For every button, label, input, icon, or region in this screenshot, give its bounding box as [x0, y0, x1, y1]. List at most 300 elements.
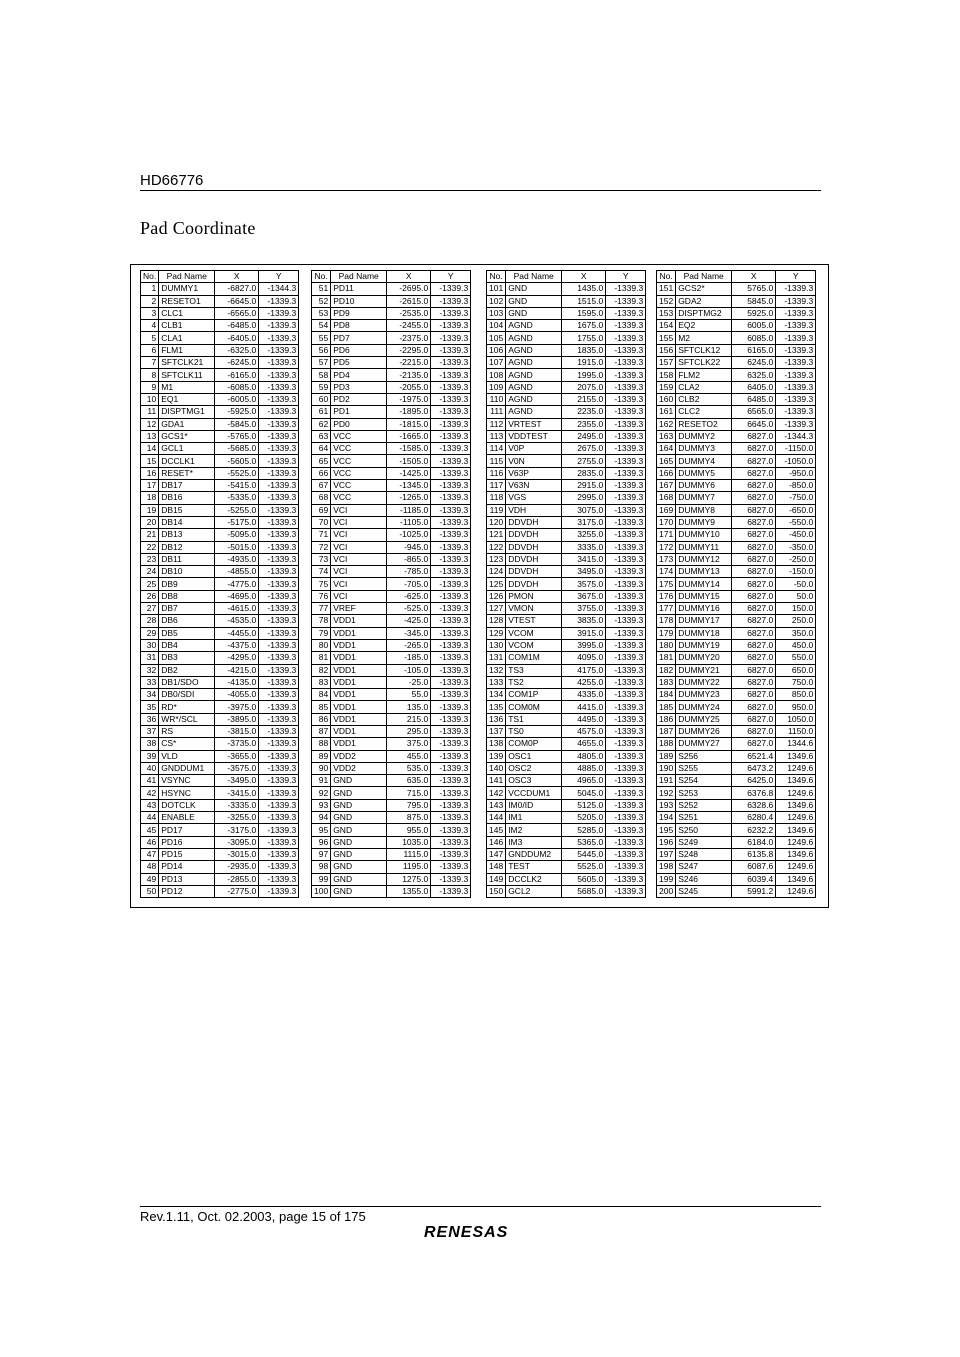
table-cell: PD12 [159, 885, 215, 897]
table-cell: -1339.3 [259, 689, 299, 701]
table-row [141, 369, 299, 381]
section-title: Pad Coordinate [140, 218, 256, 238]
table-cell: 30 [141, 639, 159, 651]
table-cell: 2835.0 [562, 467, 606, 479]
table-cell: -1339.3 [259, 406, 299, 418]
table-row [141, 799, 299, 811]
table-cell: 200 [657, 885, 676, 897]
table-cell: 37 [141, 725, 159, 737]
table-cell: 135.0 [387, 701, 431, 713]
table-cell: 127 [487, 603, 506, 615]
table-cell: VDD1 [331, 652, 387, 664]
table-cell: 10 [141, 393, 159, 405]
table-row [141, 529, 299, 541]
table-row [141, 406, 299, 418]
table-cell: 86 [312, 713, 331, 725]
table-row [141, 492, 299, 504]
table-cell: -1339.3 [431, 639, 471, 651]
table-cell: -1339.3 [259, 639, 299, 651]
table-cell: 88 [312, 738, 331, 750]
table-row [487, 480, 646, 492]
table-cell: 21 [141, 529, 159, 541]
table-cell: 875.0 [387, 812, 431, 824]
table-row [312, 615, 471, 627]
column-header: Pad Name [331, 271, 387, 283]
table-cell: 2155.0 [562, 393, 606, 405]
table-cell: -1339.3 [606, 357, 646, 369]
table-cell: DB6 [159, 615, 215, 627]
table-cell: -1339.3 [776, 381, 816, 393]
table-cell: -1339.3 [431, 861, 471, 873]
table-cell: 6827.0 [732, 480, 776, 492]
table-cell: -1339.3 [431, 393, 471, 405]
table-cell: -6405.0 [215, 332, 259, 344]
table-cell: 121 [487, 529, 506, 541]
table-row [312, 480, 471, 492]
table-cell: -2935.0 [215, 861, 259, 873]
table-cell: 102 [487, 295, 506, 307]
table-row [141, 639, 299, 651]
table-cell: 173 [657, 553, 676, 565]
table-cell: PD6 [331, 344, 387, 356]
table-cell: S251 [676, 812, 732, 824]
footer-rule [140, 1206, 821, 1207]
table-cell: DDVDH [506, 566, 562, 578]
table-cell: VSYNC [159, 775, 215, 787]
table-cell: V0P [506, 443, 562, 455]
table-cell: 141 [487, 775, 506, 787]
table-cell: CLC1 [159, 307, 215, 319]
table-cell: 6521.4 [732, 750, 776, 762]
table-cell: CLA1 [159, 332, 215, 344]
table-cell: 33 [141, 676, 159, 688]
table-cell: 67 [312, 480, 331, 492]
table-cell: 6827.0 [732, 578, 776, 590]
table-cell: 126 [487, 590, 506, 602]
table-cell: -1339.3 [259, 381, 299, 393]
table-cell: DUMMY14 [676, 578, 732, 590]
table-cell: 3915.0 [562, 627, 606, 639]
table-cell: 3575.0 [562, 578, 606, 590]
table-row [487, 639, 646, 651]
table-cell: 161 [657, 406, 676, 418]
table-cell: -3735.0 [215, 738, 259, 750]
table-cell: S248 [676, 848, 732, 860]
table-cell: 1435.0 [562, 283, 606, 295]
table-cell: -1339.3 [431, 652, 471, 664]
table-cell: -1339.3 [606, 541, 646, 553]
table-cell: -1339.3 [431, 787, 471, 799]
table-cell: 54 [312, 320, 331, 332]
table-row [141, 467, 299, 479]
table-cell: 455.0 [387, 750, 431, 762]
table-cell: -4455.0 [215, 627, 259, 639]
table-row [487, 504, 646, 516]
table-cell: 750.0 [776, 676, 816, 688]
table-cell: 55 [312, 332, 331, 344]
table-cell: -1339.3 [259, 320, 299, 332]
table-cell: 133 [487, 676, 506, 688]
table-cell: GND [331, 861, 387, 873]
table-row [657, 664, 816, 676]
table-cell: 168 [657, 492, 676, 504]
table-row [487, 787, 646, 799]
table-cell: GND [506, 283, 562, 295]
table-cell: 142 [487, 787, 506, 799]
table-cell: V63P [506, 467, 562, 479]
table-cell: -865.0 [387, 553, 431, 565]
table-cell: PMON [506, 590, 562, 602]
table-row [657, 369, 816, 381]
table-cell: 20 [141, 516, 159, 528]
table-cell: 78 [312, 615, 331, 627]
table-row [487, 799, 646, 811]
table-cell: PD11 [331, 283, 387, 295]
table-cell: 535.0 [387, 762, 431, 774]
column-header: Y [776, 271, 816, 283]
table-cell: 117 [487, 480, 506, 492]
table-cell: PD5 [331, 357, 387, 369]
table-cell: VDH [506, 504, 562, 516]
table-cell: GND [331, 848, 387, 860]
table-cell: S255 [676, 762, 732, 774]
table-cell: DB9 [159, 578, 215, 590]
pad-table-block [656, 270, 816, 899]
table-cell: 2 [141, 295, 159, 307]
table-cell: -1339.3 [606, 566, 646, 578]
table-cell: 199 [657, 873, 676, 885]
table-cell: -1339.3 [259, 664, 299, 676]
table-cell: 5 [141, 332, 159, 344]
table-cell: -4055.0 [215, 689, 259, 701]
table-cell: -1339.3 [431, 541, 471, 553]
table-cell: -1339.3 [431, 762, 471, 774]
table-row [312, 369, 471, 381]
table-header-row [487, 271, 646, 283]
table-row [141, 393, 299, 405]
table-row [141, 418, 299, 430]
table-cell: 149 [487, 873, 506, 885]
table-cell: DB12 [159, 541, 215, 553]
table-cell: -1339.3 [606, 725, 646, 737]
table-cell: 79 [312, 627, 331, 639]
table-cell: 101 [487, 283, 506, 295]
table-cell: 12 [141, 418, 159, 430]
table-row [657, 775, 816, 787]
table-row [141, 603, 299, 615]
table-cell: 155 [657, 332, 676, 344]
table-cell: 158 [657, 369, 676, 381]
table-cell: -1339.3 [606, 295, 646, 307]
table-cell: VGS [506, 492, 562, 504]
table-cell: 73 [312, 553, 331, 565]
table-cell: -4695.0 [215, 590, 259, 602]
table-row [657, 504, 816, 516]
table-cell: 52 [312, 295, 331, 307]
table-cell: -1339.3 [259, 529, 299, 541]
table-row [657, 836, 816, 848]
table-cell: 106 [487, 344, 506, 356]
table-cell: COM0M [506, 701, 562, 713]
table-cell: -950.0 [776, 467, 816, 479]
table-row [312, 516, 471, 528]
table-row [487, 295, 646, 307]
table-cell: TEST [506, 861, 562, 873]
table-cell: -185.0 [387, 652, 431, 664]
table-cell: 3 [141, 307, 159, 319]
table-cell: AGND [506, 344, 562, 356]
table-cell: 3995.0 [562, 639, 606, 651]
table-cell: 193 [657, 799, 676, 811]
table-cell: -1339.3 [606, 787, 646, 799]
table-cell: 6005.0 [732, 320, 776, 332]
table-cell: -1339.3 [606, 812, 646, 824]
table-cell: -1150.0 [776, 443, 816, 455]
table-row [312, 725, 471, 737]
table-row [312, 873, 471, 885]
table-row [487, 590, 646, 602]
table-row [141, 332, 299, 344]
table-cell: 1035.0 [387, 836, 431, 848]
table-cell: 70 [312, 516, 331, 528]
table-row [141, 516, 299, 528]
table-cell: DUMMY2 [676, 430, 732, 442]
table-cell: 35 [141, 701, 159, 713]
table-row [312, 553, 471, 565]
table-cell: RESETO1 [159, 295, 215, 307]
table-cell: 2675.0 [562, 443, 606, 455]
table-cell: -1339.3 [431, 516, 471, 528]
table-cell: 96 [312, 836, 331, 848]
table-cell: DDVDH [506, 553, 562, 565]
table-row [141, 566, 299, 578]
table-cell: -1339.3 [259, 676, 299, 688]
table-cell: -3815.0 [215, 725, 259, 737]
table-cell: VDD2 [331, 750, 387, 762]
table-cell: -1339.3 [431, 443, 471, 455]
table-row [657, 787, 816, 799]
table-cell: -1425.0 [387, 467, 431, 479]
table-row [657, 357, 816, 369]
table-cell: -1339.3 [259, 873, 299, 885]
table-cell: 955.0 [387, 824, 431, 836]
table-cell: -1344.3 [776, 430, 816, 442]
table-cell: 4415.0 [562, 701, 606, 713]
table-cell: -1339.3 [259, 344, 299, 356]
table-cell: EQ1 [159, 393, 215, 405]
table-cell: -1339.3 [606, 504, 646, 516]
table-cell: 6565.0 [732, 406, 776, 418]
table-cell: 6827.0 [732, 627, 776, 639]
table-cell: -945.0 [387, 541, 431, 553]
table-cell: -2775.0 [215, 885, 259, 897]
table-cell: S245 [676, 885, 732, 897]
table-cell: GCS2* [676, 283, 732, 295]
table-cell: 190 [657, 762, 676, 774]
table-row [141, 480, 299, 492]
table-cell: 129 [487, 627, 506, 639]
table-cell: -1339.3 [431, 492, 471, 504]
table-row [141, 676, 299, 688]
table-row [657, 639, 816, 651]
table-cell: -1339.3 [431, 885, 471, 897]
table-row [657, 480, 816, 492]
table-cell: M2 [676, 332, 732, 344]
table-cell: -1339.3 [606, 590, 646, 602]
table-cell: CS* [159, 738, 215, 750]
table-row [487, 627, 646, 639]
table-row [657, 307, 816, 319]
table-cell: -425.0 [387, 615, 431, 627]
table-cell: 11 [141, 406, 159, 418]
table-cell: CLB2 [676, 393, 732, 405]
table-row [312, 566, 471, 578]
table-cell: 6425.0 [732, 775, 776, 787]
table-cell: 109 [487, 381, 506, 393]
table-cell: -1344.3 [259, 283, 299, 295]
table-cell: 85 [312, 701, 331, 713]
table-cell: 132 [487, 664, 506, 676]
table-cell: GNDDUM2 [506, 848, 562, 860]
table-cell: 92 [312, 787, 331, 799]
table-cell: 4095.0 [562, 652, 606, 664]
table-row [487, 418, 646, 430]
table-row [657, 320, 816, 332]
table-cell: 1249.6 [776, 861, 816, 873]
table-cell: -6485.0 [215, 320, 259, 332]
table-row [141, 762, 299, 774]
table-row [312, 455, 471, 467]
table-cell: -1339.3 [606, 676, 646, 688]
table-row [657, 492, 816, 504]
table-cell: PD14 [159, 861, 215, 873]
table-cell: VCI [331, 529, 387, 541]
table-cell: GCS1* [159, 430, 215, 442]
table-row [312, 467, 471, 479]
table-cell: DUMMY24 [676, 701, 732, 713]
table-cell: 3495.0 [562, 566, 606, 578]
table-cell: -1339.3 [259, 615, 299, 627]
table-cell: -1339.3 [431, 615, 471, 627]
table-cell: GND [331, 787, 387, 799]
table-cell: 1349.6 [776, 824, 816, 836]
table-cell: 215.0 [387, 713, 431, 725]
table-cell: ENABLE [159, 812, 215, 824]
pad-table-block [311, 270, 471, 899]
table-cell: 3415.0 [562, 553, 606, 565]
table-cell: VCOM [506, 627, 562, 639]
table-cell: -1339.3 [606, 848, 646, 860]
table-row [312, 590, 471, 602]
table-cell: 6827.0 [732, 541, 776, 553]
table-cell: -1339.3 [259, 541, 299, 553]
table-cell: 3075.0 [562, 504, 606, 516]
table-cell: 22 [141, 541, 159, 553]
table-row [657, 541, 816, 553]
table-cell: 99 [312, 873, 331, 885]
table-cell: GCL2 [506, 885, 562, 897]
table-cell: WR*/SCL [159, 713, 215, 725]
table-cell: -5765.0 [215, 430, 259, 442]
table-cell: 795.0 [387, 799, 431, 811]
table-cell: 146 [487, 836, 506, 848]
table-row [141, 553, 299, 565]
table-cell: 23 [141, 553, 159, 565]
table-cell: -1895.0 [387, 406, 431, 418]
table-cell: -1339.3 [776, 406, 816, 418]
table-row [487, 443, 646, 455]
table-cell: GND [331, 873, 387, 885]
table-cell: 6376.8 [732, 787, 776, 799]
table-row [141, 652, 299, 664]
table-cell: -6827.0 [215, 283, 259, 295]
table-cell: 135 [487, 701, 506, 713]
table-cell: 6827.0 [732, 713, 776, 725]
table-cell: -1339.3 [259, 357, 299, 369]
table-cell: 89 [312, 750, 331, 762]
table-cell: 6232.2 [732, 824, 776, 836]
table-cell: 152 [657, 295, 676, 307]
table-cell: AGND [506, 320, 562, 332]
table-cell: -1339.3 [776, 369, 816, 381]
table-cell: -1339.3 [606, 406, 646, 418]
table-cell: -1339.3 [606, 307, 646, 319]
table-row [657, 701, 816, 713]
table-cell: S250 [676, 824, 732, 836]
table-row [487, 455, 646, 467]
table-cell: 4175.0 [562, 664, 606, 676]
table-cell: 150 [487, 885, 506, 897]
table-cell: 74 [312, 566, 331, 578]
table-row [141, 885, 299, 897]
table-row [487, 578, 646, 590]
table-cell: AGND [506, 332, 562, 344]
table-cell: 6245.0 [732, 357, 776, 369]
table-cell: -1339.3 [776, 332, 816, 344]
table-cell: 5845.0 [732, 295, 776, 307]
table-cell: 130 [487, 639, 506, 651]
table-row [487, 553, 646, 565]
pad-table [311, 270, 471, 898]
table-cell: 138 [487, 738, 506, 750]
table-cell: 176 [657, 590, 676, 602]
table-cell: 650.0 [776, 664, 816, 676]
table-cell: 1595.0 [562, 307, 606, 319]
table-cell: 196 [657, 836, 676, 848]
table-cell: GND [331, 775, 387, 787]
table-cell: PD7 [331, 332, 387, 344]
table-cell: -1339.3 [606, 762, 646, 774]
table-cell: DDVDH [506, 578, 562, 590]
table-cell: -1339.3 [606, 430, 646, 442]
table-cell: PD15 [159, 848, 215, 860]
table-row [312, 812, 471, 824]
table-cell: -2375.0 [387, 332, 431, 344]
table-cell: RD* [159, 701, 215, 713]
table-cell: COM0P [506, 738, 562, 750]
table-cell: -4295.0 [215, 652, 259, 664]
table-row [487, 750, 646, 762]
table-row [487, 676, 646, 688]
table-cell: -1339.3 [606, 775, 646, 787]
table-cell: 6473.2 [732, 762, 776, 774]
pad-table [486, 270, 646, 898]
table-cell: 1249.6 [776, 787, 816, 799]
table-cell: VCI [331, 541, 387, 553]
table-cell: 6827.0 [732, 738, 776, 750]
table-row [312, 541, 471, 553]
table-cell: -525.0 [387, 603, 431, 615]
